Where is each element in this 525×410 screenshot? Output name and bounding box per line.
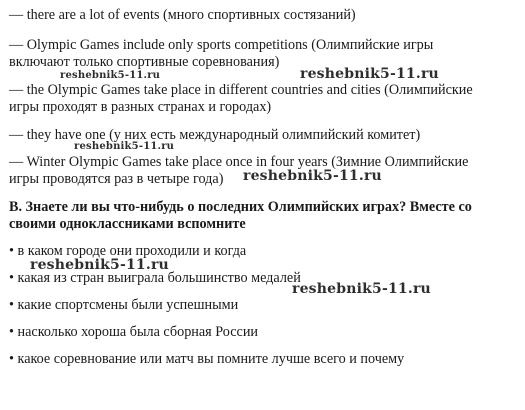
answer-line-1: — there are a lot of events (много спортивных состязаний) [9,7,356,23]
watermark-text: reshebnik5-11.ru [30,257,169,273]
watermark-text: reshebnik5-11.ru [74,141,175,152]
answer-line-4: — they have one (у них есть международный олимпийский комитет) [9,127,421,143]
bullet-item-competition: • какое соревнование или матч вы помните лучше всего и почему [9,351,405,367]
answer-line-5-cont: игры проводятся раз в четыре года) [9,171,224,187]
answer-line-2: — Olympic Games include only sports competitions (Олимпийские игры [9,37,434,53]
watermark-text: reshebnik5-11.ru [292,281,431,297]
watermark-text: reshebnik5-11.ru [300,66,439,82]
section-b-heading-cont: своими одноклассниками вспомните [9,216,246,232]
bullet-item-athletes: • какие спортсмены были успешными [9,297,239,313]
section-b-heading: B. Знаете ли вы что-нибудь о последних Олимпийских играх? Вместе со [9,199,472,215]
watermark-text: reshebnik5-11.ru [60,70,161,81]
answer-line-5: — Winter Olympic Games take place once in four years (Зимние Олимпийские [9,154,469,170]
bullet-item-medals: • какая из стран выиграла большинство медалей [9,270,301,286]
watermark-text: reshebnik5-11.ru [243,168,382,184]
answer-line-3: — the Olympic Games take place in different countries and cities (Олимпийские [9,82,473,98]
bullet-item-team: • насколько хороша была сборная России [9,324,259,340]
answer-line-2-cont: включают только спортивные соревнования) [9,54,280,70]
answer-line-3-cont: игры проходят в разных странах и городах) [9,99,272,115]
bullet-item-city: • в каком городе они проходили и когда [9,243,247,259]
